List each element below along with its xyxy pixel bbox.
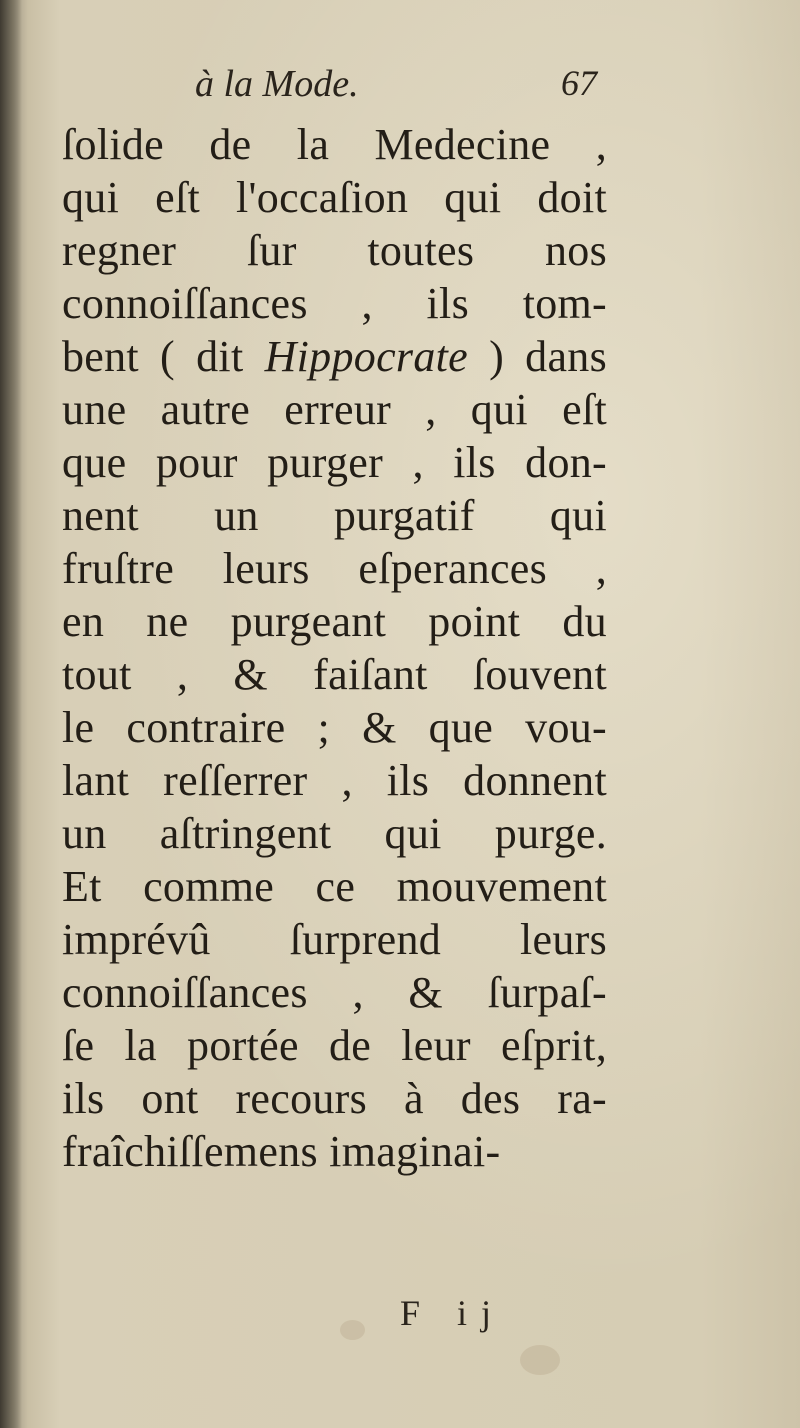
text-line: ſolide de la Medecine , (62, 120, 607, 169)
signature-mark: F ij (400, 1293, 506, 1333)
paper-stain (340, 1320, 365, 1340)
text-line: en ne purgeant point du (62, 597, 607, 646)
text-line: qui eſt l'occaſion qui doit (62, 173, 607, 222)
binding-gutter (0, 0, 22, 1428)
text-line: le contraire ; & que vou- (62, 703, 607, 752)
page-number: 67 (561, 63, 597, 103)
page-header (195, 62, 605, 112)
text-line: connoiſſances , & ſurpaſ- (62, 968, 607, 1017)
text-line: que pour purger , ils don- (62, 438, 607, 487)
running-title: à la Mode. (195, 63, 359, 105)
text-line: connoiſſances , ils tom- (62, 279, 607, 328)
body-text (62, 118, 607, 1178)
text-line: nent un purgatif qui (62, 491, 607, 540)
text-line: tout , & faiſant ſouvent (62, 650, 607, 699)
text-line: imprévû ſurprend leurs (62, 915, 607, 964)
text-line: un aſtringent qui purge. (62, 809, 607, 858)
paper-stain (520, 1345, 560, 1375)
text-line: lant reſſerrer , ils donnent (62, 756, 607, 805)
text-line: fruſtre leurs eſperances , (62, 544, 607, 593)
text-line: fraîchiſſemens imaginai- (62, 1127, 501, 1176)
italic-name: Hippocrate (264, 332, 468, 381)
text-line-hippocrate: bent ( dit Hippocrate ) dans (62, 332, 608, 381)
text-line: ſe la portée de leur eſprit, (62, 1021, 607, 1070)
text-line: regner ſur toutes nos (62, 226, 607, 275)
text-line: Et comme ce mouvement (62, 862, 607, 911)
page-footer (400, 1292, 540, 1342)
text-line: ils ont recours à des ra- (62, 1074, 607, 1123)
text-line: une autre erreur , qui eſt (62, 385, 607, 434)
